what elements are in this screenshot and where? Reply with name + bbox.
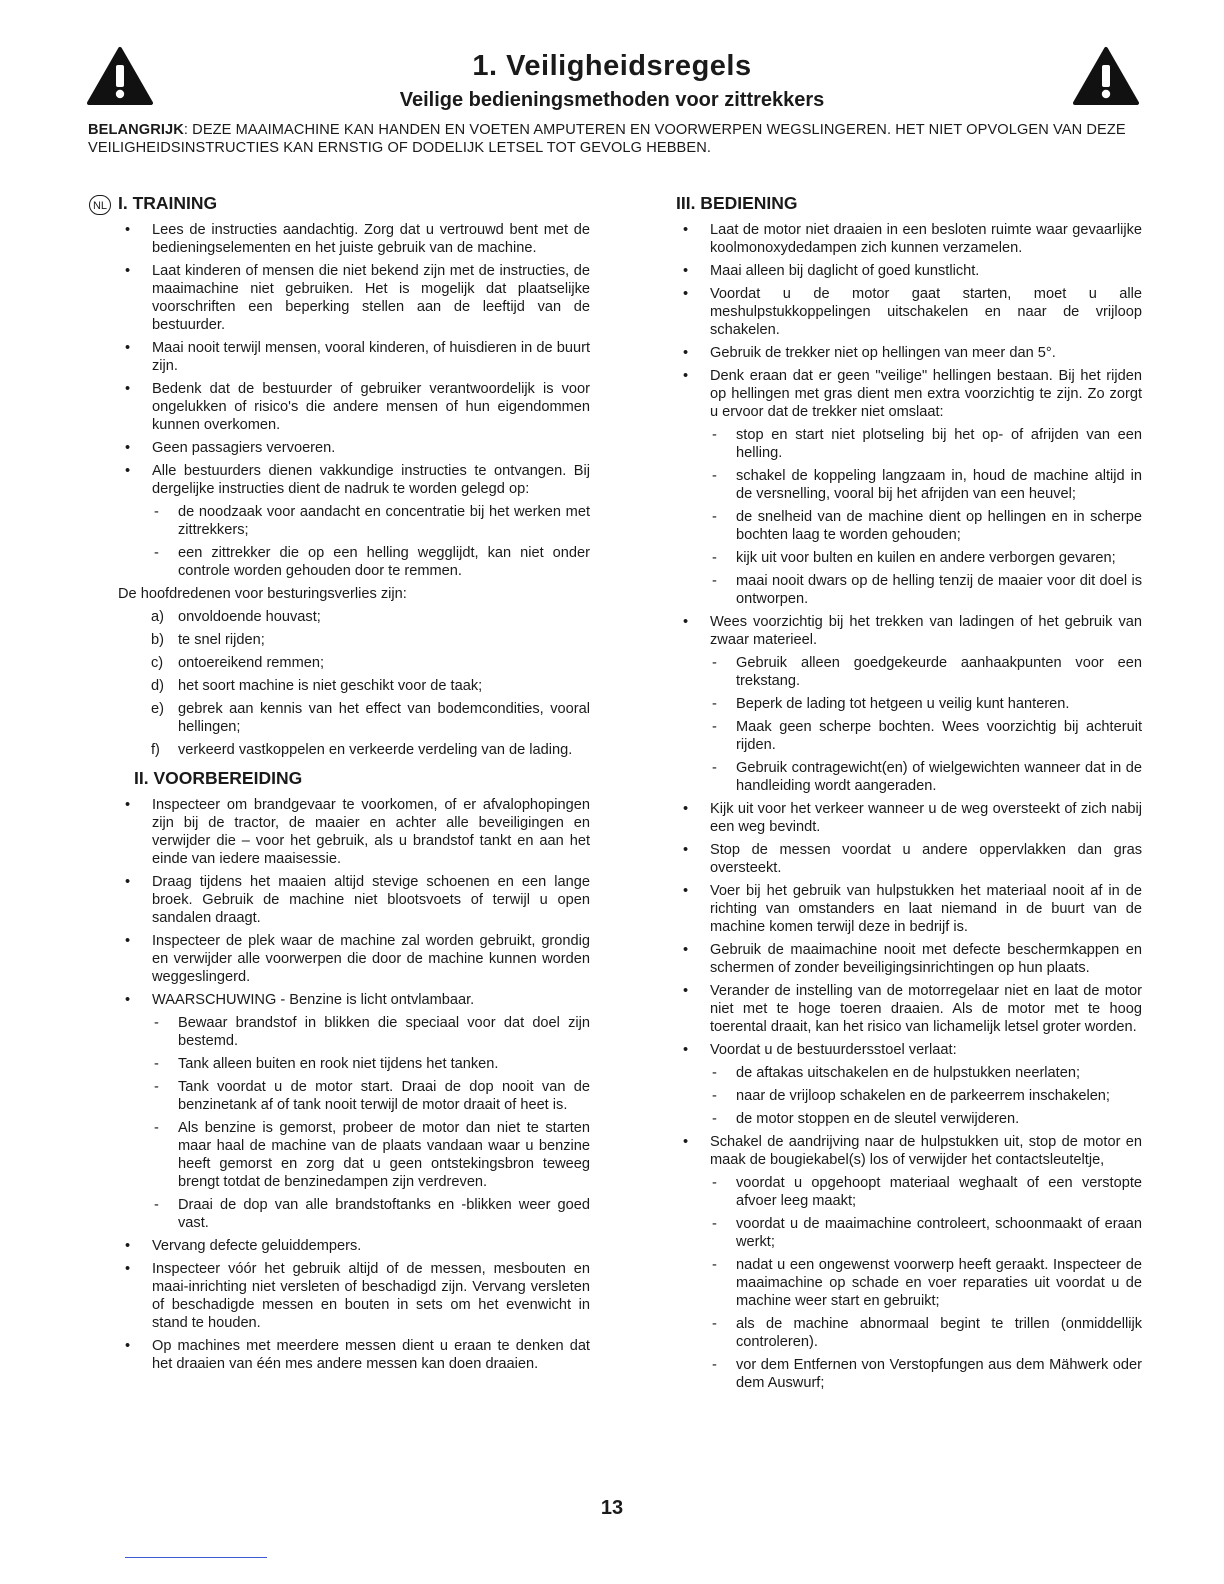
list-item: • Verander de instelling van de motorregelaar niet en laat de motor niet met te hoge toeren draaien. Als de motor met te hoog toerental draait, kan het risico van lichamelijk letsel groter worden. xyxy=(676,982,1142,1036)
sub-list-item: - Beperk de lading tot hetgeen u veilig kunt hanteren. xyxy=(676,695,1142,713)
item-letter: c) xyxy=(151,655,164,671)
item-letter: b) xyxy=(151,632,164,648)
sub-list-item: - schakel de koppeling langzaam in, houd de machine altijd in de versnelling, vooral bij het afrijden van een heuvel; xyxy=(676,467,1142,503)
section-heading-training: I. TRAINING xyxy=(118,193,218,213)
lettered-item xyxy=(118,741,590,759)
list-item: • Op machines met meerdere messen dient u eraan te denken dat het draaien van één mes andere messen kan doen draaien. xyxy=(118,1337,590,1373)
language-badge: NL xyxy=(89,195,111,215)
sub-list-item: - Gebruik alleen goedgekeurde aanhaakpunten voor een trekstang. xyxy=(676,654,1142,690)
list-item: • Lees de instructies aandachtig. Zorg dat u vertrouwd bent met de bedieningselementen en het juiste gebruik van de machine. xyxy=(118,221,590,257)
preparation-list xyxy=(118,796,590,1373)
page-number: 13 xyxy=(600,1497,624,1519)
list-item: • Bedenk dat de bestuurder of gebruiker verantwoordelijk is voor ongelukken of risico's die andere mensen of hun eigendommen kunnen overkomen. xyxy=(118,380,590,434)
list-item: • Schakel de aandrijving naar de hulpstukken uit, stop de motor en maak de bougiekabel(s) los of verwijder het contactsleuteltje, xyxy=(676,1133,1142,1169)
list-item: • Wees voorzichtig bij het trekken van ladingen of het gebruik van zwaar materieel. xyxy=(676,613,1142,649)
section-heading-preparation: II. VOORBEREIDING xyxy=(134,768,303,788)
list-item: • Geen passagiers vervoeren. xyxy=(118,439,590,457)
notice-label: BELANGRIJK xyxy=(88,122,184,138)
item-letter: d) xyxy=(151,678,164,694)
sub-list-item: - voordat u opgehoopt materiaal weghaalt of een verstopte afvoer leeg maakt; xyxy=(676,1174,1142,1210)
sub-list-item: - de noodzaak voor aandacht en concentratie bij het werken met zittrekkers; xyxy=(118,503,590,539)
item-text: het soort machine is niet geschikt voor de taak; xyxy=(178,678,483,694)
operation-list xyxy=(676,221,1142,1392)
lettered-item xyxy=(118,654,590,672)
lettered-item xyxy=(118,677,590,695)
sub-list-item: - Tank voordat u de motor start. Draai de dop nooit van de benzinetank af of tank nooit terwijl de motor draait of heet is. xyxy=(118,1078,590,1114)
item-text: gebrek aan kennis van het effect van bodemcondities, vooral hellingen; xyxy=(178,701,590,735)
important-notice xyxy=(88,121,1148,157)
sub-list-item: - de snelheid van de machine dient op hellingen en in scherpe bochten laag te worden gehouden; xyxy=(676,508,1142,544)
section-heading-operation: III. BEDIENING xyxy=(676,193,798,213)
sub-list-item: - Als benzine is gemorst, probeer de motor dan niet te starten maar haal de machine van de plaats vandaan waar u benzine heeft gemorst en zorg dat u geen ontstekingsbron teweeg brengt totdat de benzinedampen zijn verdreven. xyxy=(118,1119,590,1191)
list-item: • Draag tijdens het maaien altijd stevige schoenen en een lange broek. Gebruik de machine niet blootsvoets of terwijl u open sandalen draagt. xyxy=(118,873,590,927)
sub-list-item: - stop en start niet plotseling bij het op- of afrijden van een helling. xyxy=(676,426,1142,462)
list-item: • Maai nooit terwijl mensen, vooral kinderen, of huisdieren in de buurt zijn. xyxy=(118,339,590,375)
item-text: onvoldoende houvast; xyxy=(178,609,321,625)
sub-list-item: - kijk uit voor bulten en kuilen en andere verborgen gevaren; xyxy=(676,549,1142,567)
list-item: • Gebruik de maaimachine nooit met defecte beschermkappen en schermen of zonder beveiligingsinrichtingen op hun plaats. xyxy=(676,941,1142,977)
sub-list-item: - een zittrekker die op een helling wegglijdt, kan niet onder controle worden gehouden door te remmen. xyxy=(118,544,590,580)
page-subtitle: Veilige bedieningsmethoden voor zittrekkers xyxy=(399,89,825,111)
left-column xyxy=(118,192,590,1378)
sub-list-item: - vor dem Entfernen von Verstopfungen aus dem Mähwerk oder dem Auswurf; xyxy=(676,1356,1142,1392)
list-item: • Voordat u de bestuurdersstoel verlaat: xyxy=(676,1041,1142,1059)
list-item: • Inspecteer om brandgevaar te voorkomen, of er afvalophopingen zijn bij de tractor, de maaier en achter alle beveiligingen en verwijder die – voor het gebruik, als u brandstof tankt en aan het einde van iedere maaisessie. xyxy=(118,796,590,868)
sub-list-item: - Bewaar brandstof in blikken die speciaal voor dat doel zijn bestemd. xyxy=(118,1014,590,1050)
item-letter: f) xyxy=(151,742,160,758)
notice-text: : DEZE MAAIMACHINE KAN HANDEN EN VOETEN AMPUTEREN EN VOORWERPEN WEGSLINGEREN. HET NIET OPVOLGEN VAN DEZE VEILIGHEIDSINSTRUCTIES KAN ERNSTIG OF DODELIJK LETSEL TOT GEVOLG HEBBEN. xyxy=(88,122,1126,156)
causes-intro: De hoofdredenen voor besturingsverlies zijn: xyxy=(118,586,407,602)
page-title: 1. Veiligheidsregels xyxy=(472,50,752,82)
sub-list-item: - Draai de dop van alle brandstoftanks en -blikken weer goed vast. xyxy=(118,1196,590,1232)
list-item: • Kijk uit voor het verkeer wanneer u de weg oversteekt of zich nabij een weg bevindt. xyxy=(676,800,1142,836)
item-letter: a) xyxy=(151,609,164,625)
item-text: verkeerd vastkoppelen en verkeerde verdeling van de lading. xyxy=(178,742,573,758)
list-item: • Alle bestuurders dienen vakkundige instructies te ontvangen. Bij dergelijke instructies dient de nadruk te worden gelegd op: xyxy=(118,462,590,498)
training-list xyxy=(118,221,590,580)
list-item: • Maai alleen bij daglicht of goed kunstlicht. xyxy=(676,262,1142,280)
item-text: ontoereikend remmen; xyxy=(178,655,325,671)
sub-list-item: - de motor stoppen en de sleutel verwijderen. xyxy=(676,1110,1142,1128)
list-item: • Denk eraan dat er geen "veilige" hellingen bestaan. Bij het rijden op hellingen met gras dient men extra voorzichtig te zijn. Zo zorgt u ervoor dat de trekker niet omslaat: xyxy=(676,367,1142,421)
right-column xyxy=(676,192,1142,1397)
list-item: • Stop de messen voordat u andere oppervlakken dan gras oversteekt. xyxy=(676,841,1142,877)
sub-list-item: - Tank alleen buiten en rook niet tijdens het tanken. xyxy=(118,1055,590,1073)
sub-list-item: - Gebruik contragewicht(en) of wielgewichten wanneer dat in de handleiding wordt aangeraden. xyxy=(676,759,1142,795)
sub-list-item: - de aftakas uitschakelen en de hulpstukken neerlaten; xyxy=(676,1064,1142,1082)
sub-list-item: - maai nooit dwars op de helling tenzij de maaier voor dit doel is ontworpen. xyxy=(676,572,1142,608)
list-item: • Gebruik de trekker niet op hellingen van meer dan 5°. xyxy=(676,344,1142,362)
item-letter: e) xyxy=(151,701,164,717)
lettered-item xyxy=(118,700,590,736)
list-item: • Laat de motor niet draaien in een besloten ruimte waar gevaarlijke koolmonoxydedampen zich kunnen verzamelen. xyxy=(676,221,1142,257)
list-item: • Voordat u de motor gaat starten, moet u alle meshulpstukkoppelingen uitschakelen en naar de vrijloop schakelen. xyxy=(676,285,1142,339)
list-item: • Vervang defecte geluiddempers. xyxy=(118,1237,590,1255)
sub-list-item: - als de machine abnormaal begint te trillen (onmiddellijk controleren). xyxy=(676,1315,1142,1351)
list-item: • Voer bij het gebruik van hulpstukken het materiaal nooit af in de richting van omstanders en laat niemand in de buurt van de machine komen terwijl deze in bedrijf is. xyxy=(676,882,1142,936)
sub-list-item: - nadat u een ongewenst voorwerp heeft geraakt. Inspecteer de maaimachine op schade en voer reparaties uit voordat u de machine weer start en gebruikt; xyxy=(676,1256,1142,1310)
footer-rule xyxy=(125,1557,267,1558)
sub-list-item: - naar de vrijloop schakelen en de parkeerrem inschakelen; xyxy=(676,1087,1142,1105)
sub-list-item: - voordat u de maaimachine controleert, schoonmaakt of eraan werkt; xyxy=(676,1215,1142,1251)
list-item: • Laat kinderen of mensen die niet bekend zijn met de instructies, de maaimachine niet gebruiken. Het is mogelijk dat plaatselijke voorschriften een beperking stellen aan de leeftijd van de bestuurder. xyxy=(118,262,590,334)
list-item: • WAARSCHUWING - Benzine is licht ontvlambaar. xyxy=(118,991,590,1009)
lettered-item xyxy=(118,631,590,649)
item-text: te snel rijden; xyxy=(178,632,265,648)
causes-list xyxy=(118,608,590,759)
lettered-item xyxy=(118,608,590,626)
list-item: • Inspecteer de plek waar de machine zal worden gebruikt, grondig en verwijder alle voorwerpen die door de machine kunnen worden weggeslingerd. xyxy=(118,932,590,986)
list-item: • Inspecteer vóór het gebruik altijd of de messen, mesbouten en maai-inrichting niet versleten of beschadigd zijn. Vervang versleten of beschadigde messen en bouten in sets om het evenwicht in stand te houden. xyxy=(118,1260,590,1332)
sub-list-item: - Maak geen scherpe bochten. Wees voorzichtig bij achteruit rijden. xyxy=(676,718,1142,754)
